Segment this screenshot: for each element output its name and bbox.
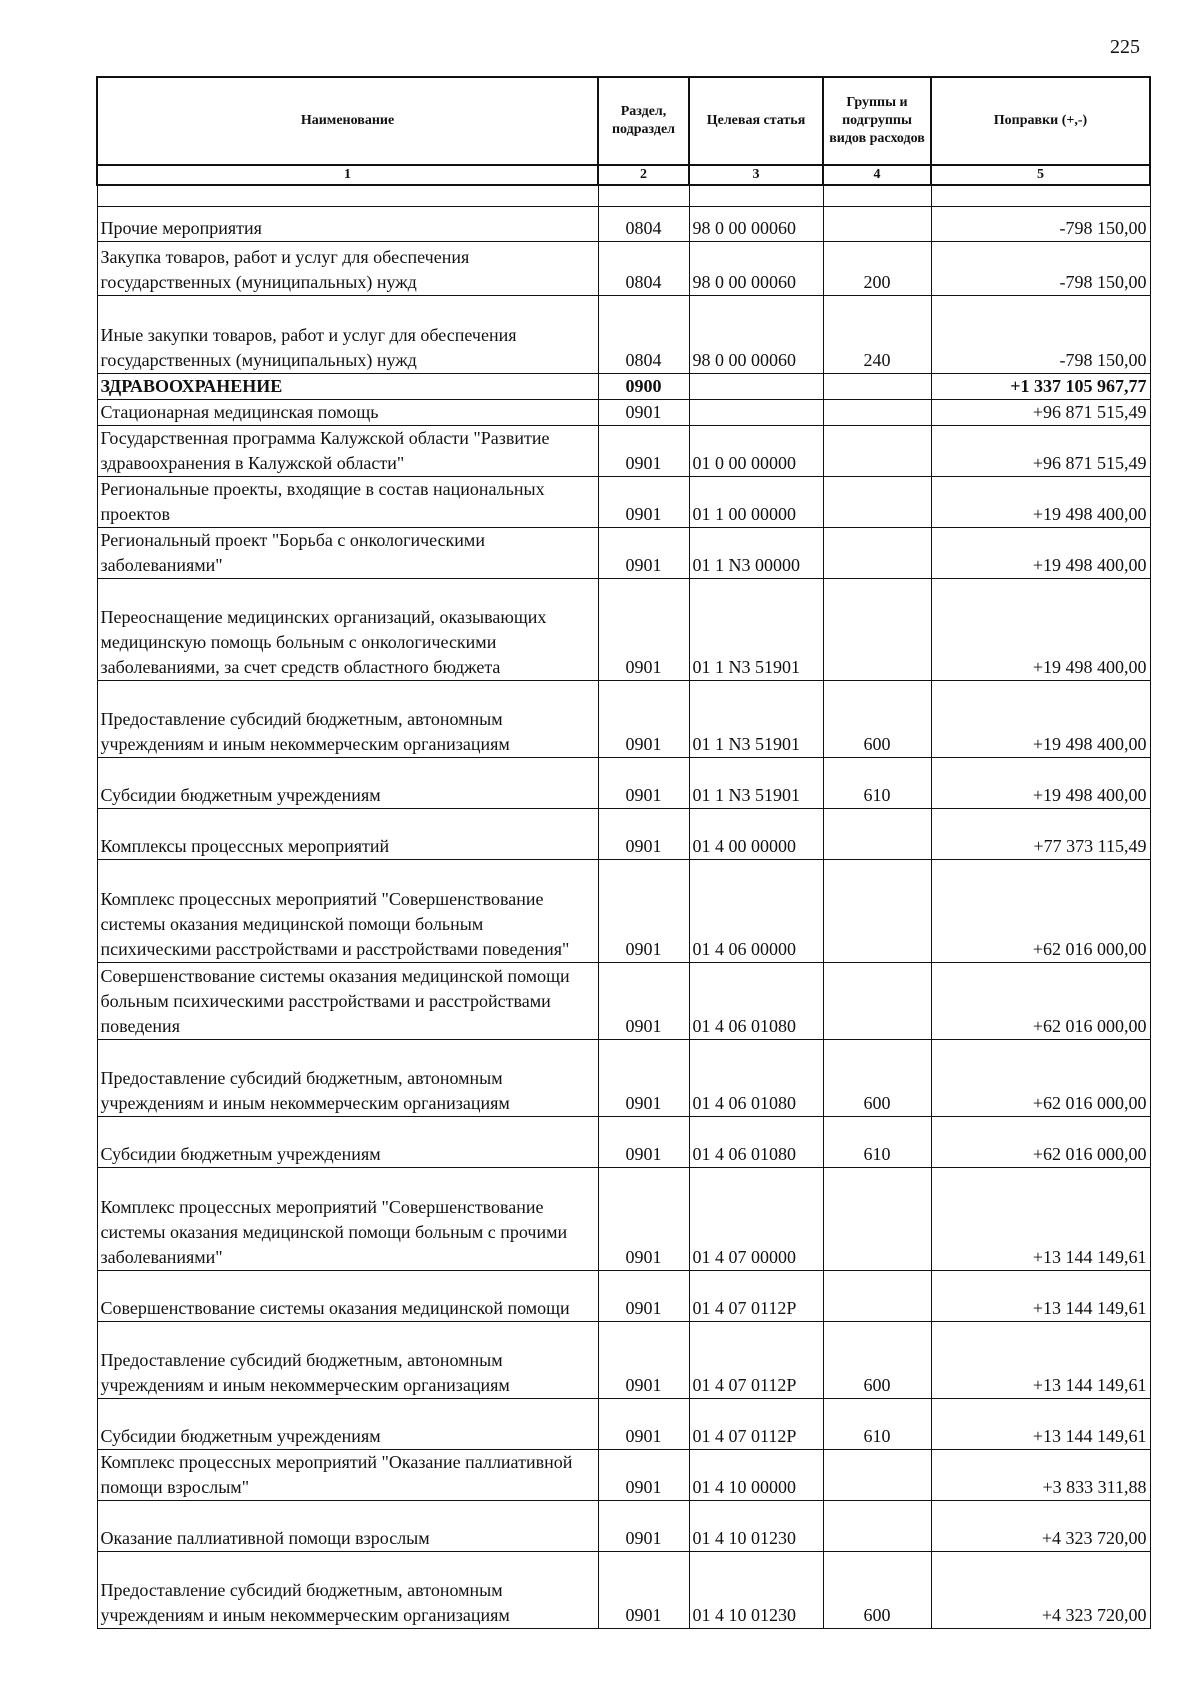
cell-section: 0804	[598, 207, 689, 242]
cell-group: 600	[823, 681, 931, 758]
table-row	[97, 374, 1150, 400]
cell-name: Комплекс процессных мероприятий "Совершенствование системы оказания медицинской помощи больным психическими расстройствами и расстройствами поведения"	[97, 860, 598, 963]
cell-name: Комплексы процессных мероприятий	[97, 809, 598, 860]
cell-section: 0901	[598, 426, 689, 477]
cell-amount: -798 150,00	[931, 296, 1150, 374]
cell-section: 0901	[598, 1168, 689, 1271]
table-row	[97, 477, 1150, 528]
cell-name: Совершенствование системы оказания медицинской помощи	[97, 1271, 598, 1322]
cell-section: 0804	[598, 242, 689, 296]
cell-amount: +19 498 400,00	[931, 758, 1150, 809]
cell-article: 01 1 N3 51901	[689, 579, 823, 681]
column-number-row	[97, 165, 1150, 185]
table-row	[97, 681, 1150, 758]
cell-group	[823, 426, 931, 477]
budget-amendments-table	[96, 76, 1151, 1629]
cell-amount: +96 871 515,49	[931, 400, 1150, 426]
cell-group: 610	[823, 758, 931, 809]
cell-section: 0901	[598, 681, 689, 758]
cell-amount: +62 016 000,00	[931, 963, 1150, 1040]
cell-section: 0901	[598, 1117, 689, 1168]
cell-amount: -798 150,00	[931, 242, 1150, 296]
cell-section: 0900	[598, 374, 689, 400]
cell-amount: +62 016 000,00	[931, 1040, 1150, 1117]
cell-group	[823, 1501, 931, 1552]
table-row	[97, 1501, 1150, 1552]
table-row	[97, 242, 1150, 296]
header-article: Целевая статья	[689, 77, 823, 165]
cell-name: Субсидии бюджетным учреждениям	[97, 1117, 598, 1168]
table-row	[97, 1450, 1150, 1501]
cell-article: 01 4 07 0112Р	[689, 1399, 823, 1450]
cell-section: 0901	[598, 963, 689, 1040]
cell-article	[689, 374, 823, 400]
cell-amount: +4 323 720,00	[931, 1552, 1150, 1629]
cell-name: Субсидии бюджетным учреждениям	[97, 758, 598, 809]
cell-group: 600	[823, 1322, 931, 1399]
cell-amount: +13 144 149,61	[931, 1322, 1150, 1399]
cell-name: Региональные проекты, входящие в состав национальных проектов	[97, 477, 598, 528]
cell-article: 01 4 07 00000	[689, 1168, 823, 1271]
cell-section: 0901	[598, 860, 689, 963]
table-body	[97, 185, 1150, 1629]
cell-amount: +19 498 400,00	[931, 477, 1150, 528]
cell-name: Закупка товаров, работ и услуг для обеспечения государственных (муниципальных) нужд	[97, 242, 598, 296]
cell-group	[823, 860, 931, 963]
cell-group	[823, 477, 931, 528]
cell-section: 0901	[598, 400, 689, 426]
cell-article: 01 4 10 01230	[689, 1552, 823, 1629]
cell-group	[823, 1450, 931, 1501]
cell-section: 0901	[598, 579, 689, 681]
cell-name: Комплекс процессных мероприятий "Совершенствование системы оказания медицинской помощи больным с прочими заболеваниями"	[97, 1168, 598, 1271]
table-row	[97, 426, 1150, 477]
table-row	[97, 963, 1150, 1040]
cell-article: 98 0 00 00060	[689, 242, 823, 296]
cell-group	[823, 963, 931, 1040]
table-row	[97, 528, 1150, 579]
cell-group: 240	[823, 296, 931, 374]
cell-amount: +13 144 149,61	[931, 1271, 1150, 1322]
cell-section: 0901	[598, 758, 689, 809]
cell-group: 600	[823, 1040, 931, 1117]
cell-group	[823, 579, 931, 681]
table-row	[97, 579, 1150, 681]
cell-name: Предоставление субсидий бюджетным, автономным учреждениям и иным некоммерческим организациям	[97, 1552, 598, 1629]
cell-group: 600	[823, 1552, 931, 1629]
cell-section: 0901	[598, 1271, 689, 1322]
cell-name: Прочие мероприятия	[97, 207, 598, 242]
cell-group	[823, 528, 931, 579]
cell-group	[823, 207, 931, 242]
table-row	[97, 758, 1150, 809]
table-row	[97, 207, 1150, 242]
header-group: Группы и подгруппы видов расходов	[823, 77, 931, 165]
cell-amount: +62 016 000,00	[931, 1117, 1150, 1168]
cell-article: 01 1 N3 51901	[689, 681, 823, 758]
cell-amount: +13 144 149,61	[931, 1399, 1150, 1450]
table-row	[97, 400, 1150, 426]
cell-group	[823, 374, 931, 400]
cell-section: 0901	[598, 1399, 689, 1450]
header-amount: Поправки (+,-)	[931, 77, 1150, 165]
cell-name: Региональный проект "Борьба с онкологическими заболеваниями"	[97, 528, 598, 579]
cell-amount: +1 337 105 967,77	[931, 374, 1150, 400]
cell-article: 01 4 06 01080	[689, 1040, 823, 1117]
cell-section: 0901	[598, 477, 689, 528]
cell-amount: +19 498 400,00	[931, 579, 1150, 681]
cell-name: Государственная программа Калужской области "Развитие здравоохранения в Калужской области"	[97, 426, 598, 477]
page-number: 225	[1110, 36, 1140, 58]
cell-amount: +96 871 515,49	[931, 426, 1150, 477]
cell-group	[823, 1271, 931, 1322]
cell-article: 01 4 07 0112Р	[689, 1271, 823, 1322]
cell-article: 01 4 07 0112Р	[689, 1322, 823, 1399]
cell-section: 0804	[598, 296, 689, 374]
cell-article: 98 0 00 00060	[689, 296, 823, 374]
cell-article: 01 4 06 01080	[689, 963, 823, 1040]
column-number: 1	[97, 165, 598, 185]
cell-amount: -798 150,00	[931, 207, 1150, 242]
cell-group	[823, 400, 931, 426]
cell-name: Предоставление субсидий бюджетным, автономным учреждениям и иным некоммерческим организациям	[97, 681, 598, 758]
cell-name: Предоставление субсидий бюджетным, автономным учреждениям и иным некоммерческим организациям	[97, 1040, 598, 1117]
column-number: 4	[823, 165, 931, 185]
cell-amount: +4 323 720,00	[931, 1501, 1150, 1552]
column-number: 2	[598, 165, 689, 185]
cell-article: 01 0 00 00000	[689, 426, 823, 477]
table-row	[97, 1117, 1150, 1168]
cell-amount: +19 498 400,00	[931, 681, 1150, 758]
cell-name: Иные закупки товаров, работ и услуг для обеспечения государственных (муниципальных) нужд	[97, 296, 598, 374]
cell-amount: +13 144 149,61	[931, 1168, 1150, 1271]
cell-name: Стационарная медицинская помощь	[97, 400, 598, 426]
spacer-row	[97, 185, 1150, 207]
cell-name: Совершенствование системы оказания медицинской помощи больным психическими расстройствами и расстройствами поведения	[97, 963, 598, 1040]
cell-article: 01 4 10 01230	[689, 1501, 823, 1552]
cell-article: 01 4 10 00000	[689, 1450, 823, 1501]
cell-article: 01 4 00 00000	[689, 809, 823, 860]
table-row	[97, 860, 1150, 963]
cell-article	[689, 400, 823, 426]
table-row	[97, 1399, 1150, 1450]
cell-group: 200	[823, 242, 931, 296]
cell-name: Переоснащение медицинских организаций, оказывающих медицинскую помощь больным с онкологическими заболеваниями, за счет средств областного бюджета	[97, 579, 598, 681]
cell-amount: +62 016 000,00	[931, 860, 1150, 963]
cell-section: 0901	[598, 1322, 689, 1399]
cell-name: Комплекс процессных мероприятий "Оказание паллиативной помощи взрослым"	[97, 1450, 598, 1501]
cell-group: 610	[823, 1399, 931, 1450]
cell-amount: +19 498 400,00	[931, 528, 1150, 579]
cell-name: ЗДРАВООХРАНЕНИЕ	[97, 374, 598, 400]
column-number: 3	[689, 165, 823, 185]
cell-section: 0901	[598, 1040, 689, 1117]
table-header-row	[97, 77, 1150, 165]
cell-article: 01 4 06 01080	[689, 1117, 823, 1168]
cell-article: 01 1 N3 51901	[689, 758, 823, 809]
table-row	[97, 1552, 1150, 1629]
cell-article: 98 0 00 00060	[689, 207, 823, 242]
cell-group: 610	[823, 1117, 931, 1168]
cell-group	[823, 809, 931, 860]
cell-name: Оказание паллиативной помощи взрослым	[97, 1501, 598, 1552]
cell-section: 0901	[598, 528, 689, 579]
cell-group	[823, 1168, 931, 1271]
cell-article: 01 1 00 00000	[689, 477, 823, 528]
header-section: Раздел, подраздел	[598, 77, 689, 165]
cell-section: 0901	[598, 1450, 689, 1501]
cell-amount: +77 373 115,49	[931, 809, 1150, 860]
table-row	[97, 1168, 1150, 1271]
table-row	[97, 1271, 1150, 1322]
cell-section: 0901	[598, 1552, 689, 1629]
cell-name: Субсидии бюджетным учреждениям	[97, 1399, 598, 1450]
table-row	[97, 1040, 1150, 1117]
header-name: Наименование	[97, 77, 598, 165]
cell-amount: +3 833 311,88	[931, 1450, 1150, 1501]
cell-name: Предоставление субсидий бюджетным, автономным учреждениям и иным некоммерческим организациям	[97, 1322, 598, 1399]
cell-section: 0901	[598, 1501, 689, 1552]
cell-article: 01 4 06 00000	[689, 860, 823, 963]
table-row	[97, 1322, 1150, 1399]
table-row	[97, 296, 1150, 374]
column-number: 5	[931, 165, 1150, 185]
cell-section: 0901	[598, 809, 689, 860]
table-row	[97, 809, 1150, 860]
cell-article: 01 1 N3 00000	[689, 528, 823, 579]
